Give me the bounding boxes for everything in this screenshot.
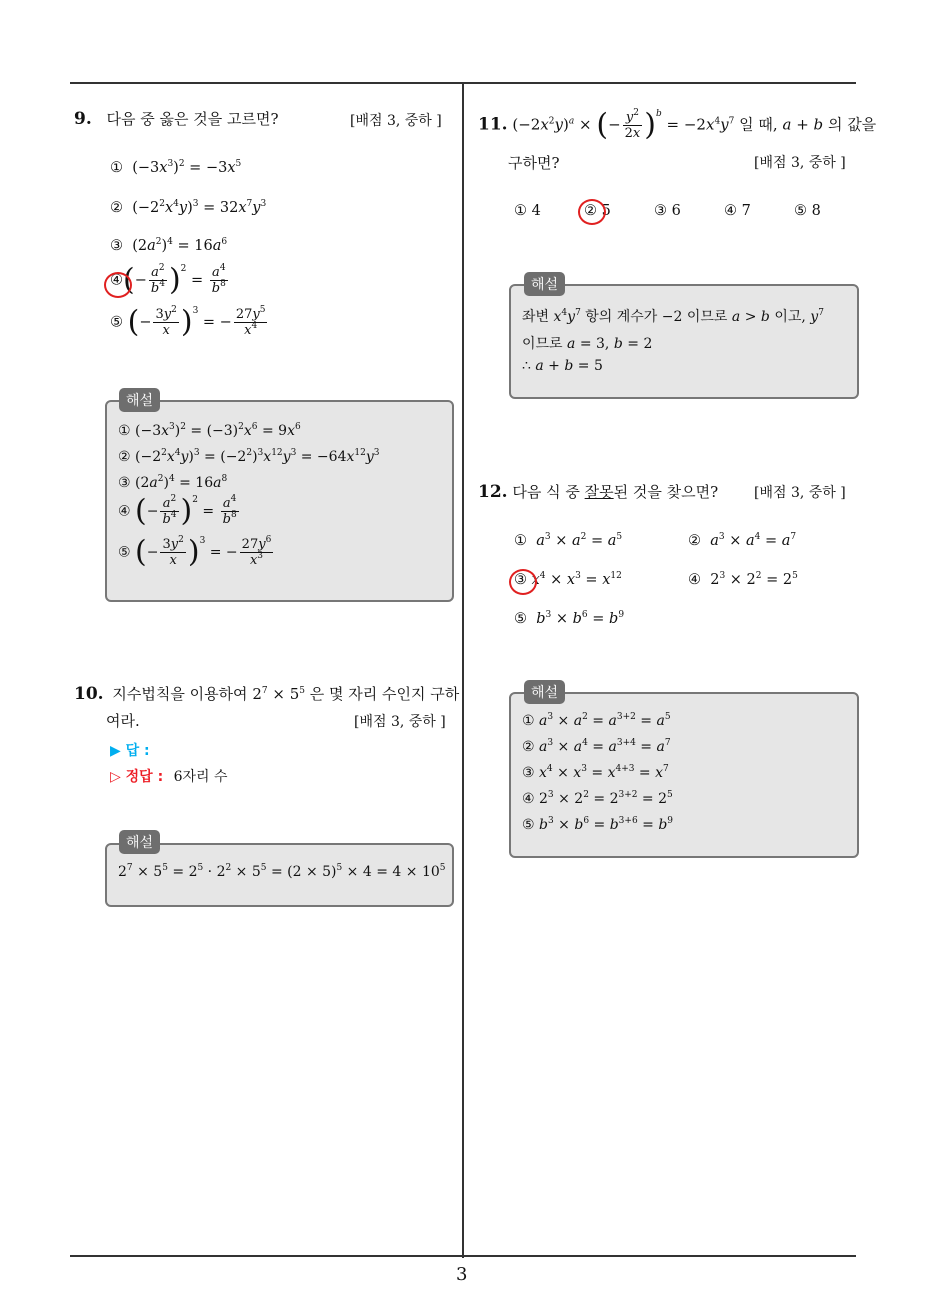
- q12-sol-3: ③ $x^4 \times x^3 = x^{4+3} = x^7$: [522, 764, 669, 781]
- q11-sol-3: ∴ a + b = 5: [522, 358, 603, 374]
- q9-header: [74, 108, 279, 129]
- q11-choice-1[interactable]: ① 4: [514, 203, 541, 219]
- q12-text-post: 된 것을 찾으면?: [613, 483, 719, 501]
- q11-selected-mark: [578, 199, 606, 225]
- q11-choice-4[interactable]: ④ 7: [724, 203, 751, 219]
- q12-solution-tag: 해설: [524, 680, 565, 704]
- q11-score: [배점 3, 중하 ]: [754, 155, 846, 171]
- q10-number: 10.: [74, 684, 104, 704]
- q9-score: [배점 3, 중하 ]: [350, 113, 442, 129]
- q10-header: 10. 지수법칙을 이용하여 $2^7 \times 5^5$ 은 몇 자리 수인지 구하: [74, 684, 460, 704]
- column-divider: [462, 83, 464, 1258]
- q9-choice-5[interactable]: ⑤ (− $\frac{3y^2}{x}$ )$^3$ = − $\frac{27y^5}{x^4}$: [110, 304, 266, 340]
- q11-solution-tag: 해설: [524, 272, 565, 296]
- q9-choice-4[interactable]: ④(− $\frac{a^2}{b^4}$ )$^2$ = $\frac{a^4}{b^8}$: [110, 262, 226, 298]
- q9-sol-4: ④ (− $\frac{a^2}{b^4}$ )$^2$ = $\frac{a^4}{b^8}$: [118, 493, 237, 529]
- q10-score: [배점 3, 중하 ]: [354, 714, 446, 730]
- q9-choice-1[interactable]: ① $(-3x^3)^2 = -3x^5$: [110, 159, 242, 176]
- q12-sol-5: ⑤ $b^3 \times b^6 = b^{3+6} = b^9$: [522, 816, 674, 833]
- q12-number: 12.: [478, 482, 508, 502]
- q11-sol-2: 이므로 a = 3, b = 2: [522, 336, 653, 352]
- q12-header: [478, 481, 718, 502]
- q10-correct-label: ▷ 정답 :: [110, 769, 164, 785]
- q12-selected-mark: [509, 569, 537, 595]
- q11-choice-2[interactable]: ② 5: [584, 203, 611, 219]
- q12-choice-1[interactable]: ① $a^3 \times a^2 = a^5$: [514, 532, 623, 549]
- q9-sol-3: ③ $(2a^2)^4 = 16a^8$: [118, 474, 228, 491]
- q10-text-3: 여라.: [106, 712, 140, 730]
- q11-sol-1: 좌변 $x^4y^7$ 항의 계수가 −2 이므로 a > b 이고, $y^7$: [522, 308, 824, 325]
- q11-header: 11. $(-2x^2y)^a$ × (− $\frac{y^2}{2x}$ )$^b = -2x^4y^7$ 일 때, a + b 의 값을: [478, 107, 877, 143]
- q12-text-pre: 다음 식 중: [512, 483, 580, 501]
- q11-choice-3[interactable]: ③ 6: [654, 203, 681, 219]
- q9-choice-2[interactable]: ② $(-2^2x^4y)^3 = 32x^7y^3$: [110, 199, 267, 216]
- q12-sol-1: ① $a^3 \times a^2 = a^{3+2} = a^5$: [522, 712, 671, 729]
- q10-solution-tag: 해설: [119, 830, 160, 854]
- q12-sol-2: ② $a^3 \times a^4 = a^{3+4} = a^7$: [522, 738, 671, 755]
- q11-number: 11.: [478, 114, 508, 135]
- q11-choice-5[interactable]: ⑤ 8: [794, 203, 821, 219]
- q12-text-underline: 잘못: [584, 483, 614, 501]
- q10-sol-1: $2^7 \times 5^5 = 2^5 \cdot 2^2 \times 5^5 = (2 \times 5)^5 \times 4 = 4 \times 10^5$: [118, 863, 446, 880]
- q10-text-1: 지수법칙을 이용하여: [112, 685, 248, 703]
- page-number: 3: [456, 1264, 468, 1285]
- q9-number: 9.: [74, 109, 92, 129]
- q11-text-tail2: 의 값을: [827, 115, 877, 134]
- q12-choice-2[interactable]: ② $a^3 \times a^4 = a^7$: [688, 532, 797, 549]
- q12-choice-5[interactable]: ⑤ $b^3 \times b^6 = b^9$: [514, 610, 625, 627]
- bottom-rule: [70, 1255, 856, 1257]
- q12-choice-3[interactable]: ③ $x^4 \times x^3 = x^{12}$: [514, 571, 622, 588]
- q10-correct-value: 6자리 수: [173, 769, 228, 785]
- q11-text-tail: 일 때,: [739, 115, 778, 134]
- q9-sol-5: ⑤ (− $\frac{3y^2}{x}$ )$^3$ = − $\frac{27y^6}{x^3}$: [118, 534, 272, 570]
- q10-text-2: 은 몇 자리 수인지 구하: [309, 685, 460, 703]
- q9-selected-mark: [104, 272, 132, 298]
- q12-choice-4[interactable]: ④ $2^3 \times 2^2 = 2^5$: [688, 571, 798, 588]
- q9-choice-3[interactable]: ③ $(2a^2)^4 = 16a^6$: [110, 237, 228, 254]
- q12-sol-4: ④ $2^3 \times 2^2 = 2^{3+2} = 2^5$: [522, 790, 673, 807]
- q9-text: 다음 중 옳은 것을 고르면?: [106, 110, 279, 128]
- q10-correct: [110, 766, 228, 786]
- q11-text-2: 구하면?: [508, 154, 560, 172]
- q10-answer-label: ▶ 답 :: [110, 743, 150, 759]
- q9-sol-1: ① $(-3x^3)^2 = (-3)^2x^6 = 9x^6$: [118, 422, 301, 439]
- q9-solution-tag: 해설: [119, 388, 160, 412]
- q12-score: [배점 3, 중하 ]: [754, 485, 846, 501]
- q9-sol-2: ② $(-2^2x^4y)^3 = (-2^2)^3x^{12}y^3 = -64x^{12}y^3$: [118, 448, 380, 465]
